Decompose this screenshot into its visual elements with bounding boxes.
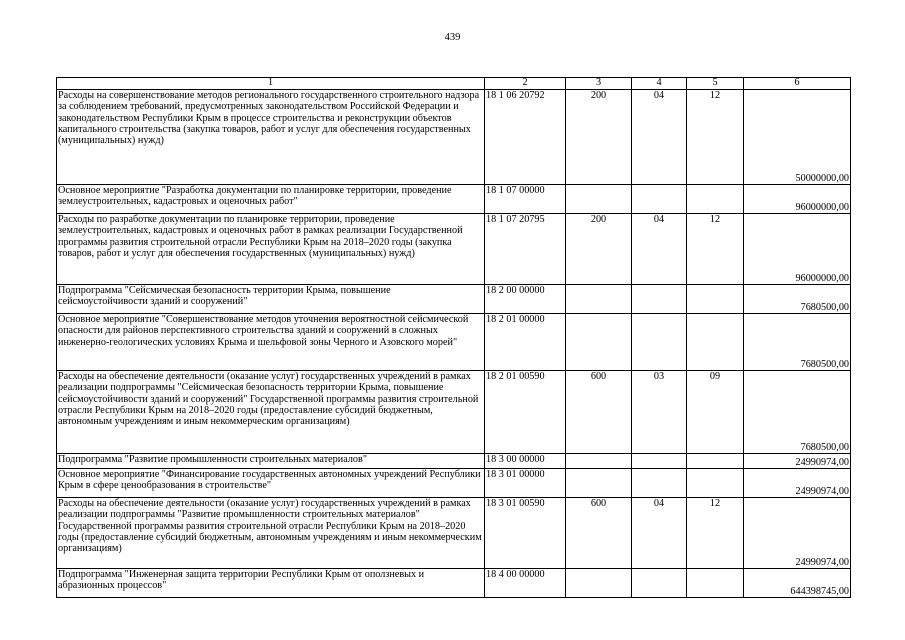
header-cell-5: 5: [687, 78, 744, 90]
header-cell-3: 3: [566, 78, 632, 90]
row-code-cell: 18 1 06 20792: [485, 90, 566, 185]
header-row: [57, 78, 851, 90]
row-c5-cell: [687, 185, 744, 214]
row-c3-cell: [566, 454, 632, 469]
row-c5-cell: 12: [687, 90, 744, 185]
row-c4-cell: 03: [632, 371, 687, 454]
row-amount-cell: 24990974,00: [744, 498, 851, 569]
row-c4-cell: [632, 469, 687, 498]
table-row: [57, 569, 851, 598]
row-c5-cell: [687, 454, 744, 469]
row-c4-cell: 04: [632, 498, 687, 569]
table-row: [57, 285, 851, 314]
row-name-cell: Расходы по разработке документации по планировке территории, проведение землеустроительных, кадастровых и оценочных работ в рамках реализации Государственной программы развития строительной отрасли Республики Крым на 2018–2020 годы (закупка товаров, работ и услуг для обеспечения государственных (муниципальных) нужд): [57, 214, 485, 285]
row-amount-cell: 644398745,00: [744, 569, 851, 598]
row-code-cell: 18 3 01 00000: [485, 469, 566, 498]
row-code-cell: 18 3 00 00000: [485, 454, 566, 469]
row-name-cell: Подпрограмма "Сейсмическая безопасность территории Крыма, повышение сейсмоустойчивости зданий и сооружений": [57, 285, 485, 314]
table-row: [57, 214, 851, 285]
row-code-cell: 18 2 00 00000: [485, 285, 566, 314]
row-c4-cell: 04: [632, 90, 687, 185]
header-cell-4: 4: [632, 78, 687, 90]
row-code-cell: 18 1 07 00000: [485, 185, 566, 214]
table-row: [57, 90, 851, 185]
row-name-cell: Расходы на обеспечение деятельности (оказание услуг) государственных учреждений в рамках реализации подпрограммы "Сейсмическая безопасность территории Крыма, повышение сейсмоустойчивости зданий и сооружений" Государственной программы развития строительной отрасли Республики Крым на 2018–2020 годы (предоставление субсидий бюджетным, автономным учреждениям и иным некоммерческим организациям): [57, 371, 485, 454]
row-c5-cell: [687, 569, 744, 598]
row-c3-cell: 600: [566, 371, 632, 454]
table-row: [57, 498, 851, 569]
row-c4-cell: [632, 454, 687, 469]
row-amount-cell: 24990974,00: [744, 469, 851, 498]
row-c3-cell: [566, 469, 632, 498]
row-c3-cell: [566, 185, 632, 214]
row-c5-cell: 12: [687, 214, 744, 285]
row-name-cell: Основное мероприятие "Финансирование государственных автономных учреждений Республики Крым в сфере ценообразования в строительстве": [57, 469, 485, 498]
row-c3-cell: 200: [566, 214, 632, 285]
row-amount-cell: 7680500,00: [744, 285, 851, 314]
row-c4-cell: [632, 314, 687, 371]
row-name-cell: Основное мероприятие "Совершенствование методов уточнения вероятностной сейсмической опасности для районов перспективного строительства зданий и сооружений в сложных инженерно-геологических условиях Крыма и шельфовой зоны Черного и Азовского морей": [57, 314, 485, 371]
header-cell-6: 6: [744, 78, 851, 90]
row-code-cell: 18 4 00 00000: [485, 569, 566, 598]
row-code-cell: 18 1 07 20795: [485, 214, 566, 285]
table-row: [57, 314, 851, 371]
header-cell-2: 2: [485, 78, 566, 90]
table-body: [57, 78, 851, 598]
table-row: [57, 371, 851, 454]
row-c5-cell: [687, 314, 744, 371]
row-c3-cell: [566, 285, 632, 314]
row-c5-cell: 12: [687, 498, 744, 569]
row-c3-cell: 200: [566, 90, 632, 185]
budget-table: [56, 77, 851, 598]
row-name-cell: Расходы на обеспечение деятельности (оказание услуг) государственных учреждений в рамках реализации подпрограммы "Развитие промышленности строительных материалов" Государственной программы развития строительной отрасли Республики Крым на 2018–2020 годы (предоставление субсидий бюджетным, автономным учреждениям и иным некоммерческим организациям): [57, 498, 485, 569]
row-amount-cell: 7680500,00: [744, 314, 851, 371]
row-c4-cell: [632, 569, 687, 598]
row-amount-cell: 50000000,00: [744, 90, 851, 185]
row-code-cell: 18 3 01 00590: [485, 498, 566, 569]
row-amount-cell: 96000000,00: [744, 214, 851, 285]
row-c3-cell: 600: [566, 498, 632, 569]
row-c5-cell: [687, 469, 744, 498]
row-c5-cell: 09: [687, 371, 744, 454]
row-c4-cell: 04: [632, 214, 687, 285]
row-c4-cell: [632, 285, 687, 314]
row-amount-cell: 24990974,00: [744, 454, 851, 469]
page-number: 439: [444, 32, 461, 43]
header-cell-1: 1: [57, 78, 485, 90]
row-c3-cell: [566, 314, 632, 371]
row-code-cell: 18 2 01 00000: [485, 314, 566, 371]
row-c3-cell: [566, 569, 632, 598]
row-c4-cell: [632, 185, 687, 214]
table-row: [57, 454, 851, 469]
table-row: [57, 185, 851, 214]
row-c5-cell: [687, 285, 744, 314]
row-name-cell: Подпрограмма "Инженерная защита территории Республики Крым от оползневых и абразионных процессов": [57, 569, 485, 598]
row-name-cell: Расходы на совершенствование методов регионального государственного строительного надзора за соблюдением требований, предусмотренных законодательством Российской Федерации и законодательством Республики Крым в процессе строительства и реконструкции объектов капитального строительства (закупка товаров, работ и услуг для обеспечения государственных (муниципальных) нужд): [57, 90, 485, 185]
row-code-cell: 18 2 01 00590: [485, 371, 566, 454]
row-amount-cell: 96000000,00: [744, 185, 851, 214]
row-amount-cell: 7680500,00: [744, 371, 851, 454]
row-name-cell: Подпрограмма "Развитие промышленности строительных материалов": [57, 454, 485, 469]
row-name-cell: Основное мероприятие "Разработка документации по планировке территории, проведение землеустроительных, кадастровых и оценочных работ": [57, 185, 485, 214]
table-row: [57, 469, 851, 498]
